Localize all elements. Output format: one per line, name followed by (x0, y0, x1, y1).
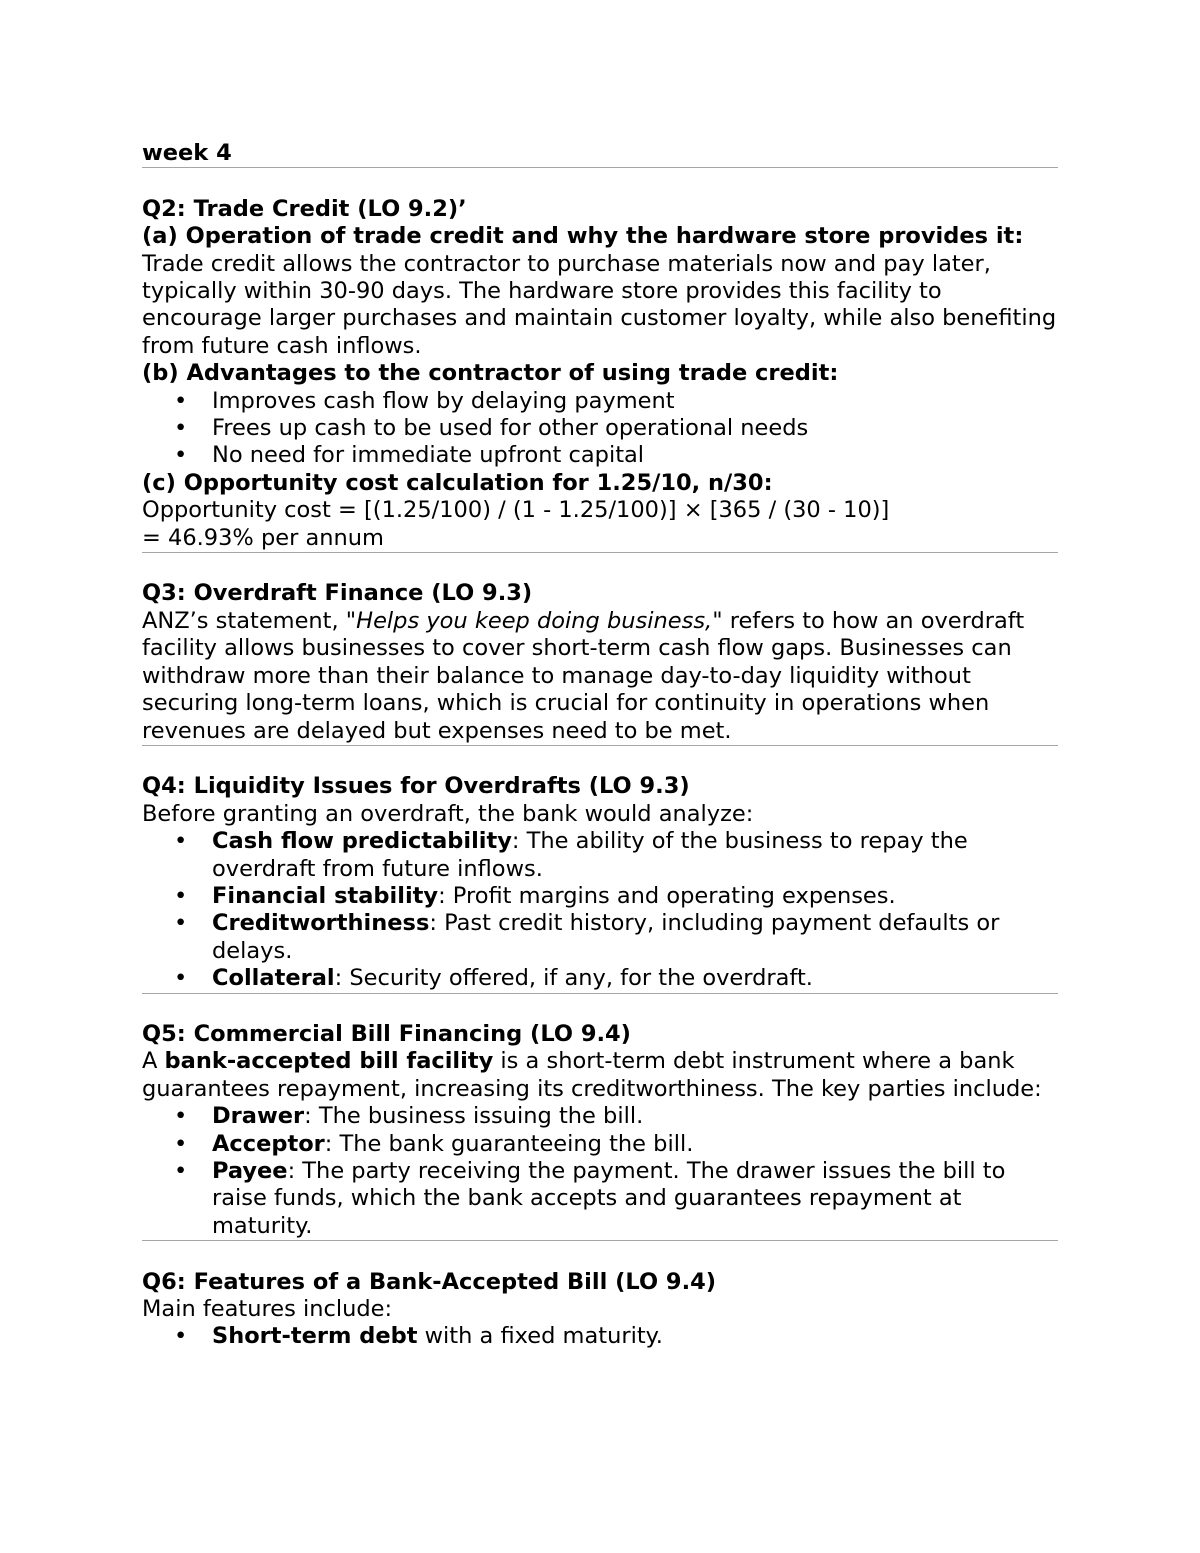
list-item: • Frees up cash to be used for other operational needs (212, 415, 1058, 442)
list-item: • Collateral: Security offered, if any, for the overdraft. (212, 965, 1058, 992)
section-q6 (142, 1269, 1058, 1351)
list-item: • Short-term debt with a fixed maturity. (212, 1323, 1058, 1350)
q6-intro: Main features include: (142, 1295, 393, 1322)
q2-c-formula: Opportunity cost = [(1.25/100) / (1 - 1.25/100)] × [365 / (30 - 10)] (142, 497, 890, 524)
list-item: • Financial stability: Profit margins and operating expenses. (212, 883, 1058, 910)
list-item: • No need for immediate upfront capital (212, 442, 1058, 469)
section-q2 (142, 196, 1058, 552)
q2-c-heading: (c) Opportunity cost calculation for 1.25/10, n/30: (142, 469, 773, 496)
list-item: • Improves cash flow by delaying payment (212, 388, 1058, 415)
q2-b-list (142, 388, 1058, 470)
list-item: • Drawer: The business issuing the bill. (212, 1103, 1058, 1130)
list-item: • Creditworthiness: Past credit history, including payment defaults or delays. (212, 910, 1058, 965)
q5-intro: A bank-accepted bill facility is a short-term debt instrument where a bank guarantees repayment, increasing its creditworthiness. The key parties include: (142, 1048, 1042, 1102)
q3-quote: Helps you keep doing business, (356, 607, 713, 634)
q4-intro: Before granting an overdraft, the bank would analyze: (142, 800, 754, 827)
q3-text: ANZ’s statement, "Helps you keep doing business," refers to how an overdraft facility allows businesses to cover short-term cash flow gaps. Businesses can withdraw more than their balance to manage day-to-day liquidity without securing long-term loans, which is crucial for continuity in operations when revenues are delayed but expenses need to be met. (142, 607, 1025, 744)
q4-heading: Q4: Liquidity Issues for Overdrafts (LO 9.3) (142, 773, 690, 800)
q3-heading: Q3: Overdraft Finance (LO 9.3) (142, 580, 533, 607)
q2-heading: Q2: Trade Credit (LO 9.2)’ (142, 195, 467, 222)
section-q5 (142, 1021, 1058, 1240)
q2-b-heading: (b) Advantages to the contractor of using trade credit: (142, 360, 839, 387)
q2-a-heading: (a) Operation of trade credit and why the hardware store provides it: (142, 223, 1024, 250)
q5-list (142, 1103, 1058, 1240)
q6-heading: Q6: Features of a Bank-Accepted Bill (LO 9.4) (142, 1268, 717, 1295)
q4-list (142, 828, 1058, 992)
q2-c-result: = 46.93% per annum (142, 524, 384, 551)
q2-a-text: Trade credit allows the contractor to purchase materials now and pay later, typically within 30-90 days. The hardware store provides this facility to encourage larger purchases and maintain customer loyalty, while also benefiting from future cash inflows. (142, 250, 1057, 359)
section-q4 (142, 773, 1058, 992)
document-title: week 4 (142, 140, 232, 166)
q6-list (142, 1323, 1058, 1350)
section-q3 (142, 580, 1058, 744)
list-item: • Acceptor: The bank guaranteeing the bill. (212, 1131, 1058, 1158)
q5-heading: Q5: Commercial Bill Financing (LO 9.4) (142, 1020, 631, 1047)
list-item: • Cash flow predictability: The ability of the business to repay the overdraft from future inflows. (212, 828, 1058, 883)
list-item: • Payee: The party receiving the payment. The drawer issues the bill to raise funds, which the bank accepts and guarantees repayment at maturity. (212, 1158, 1058, 1240)
